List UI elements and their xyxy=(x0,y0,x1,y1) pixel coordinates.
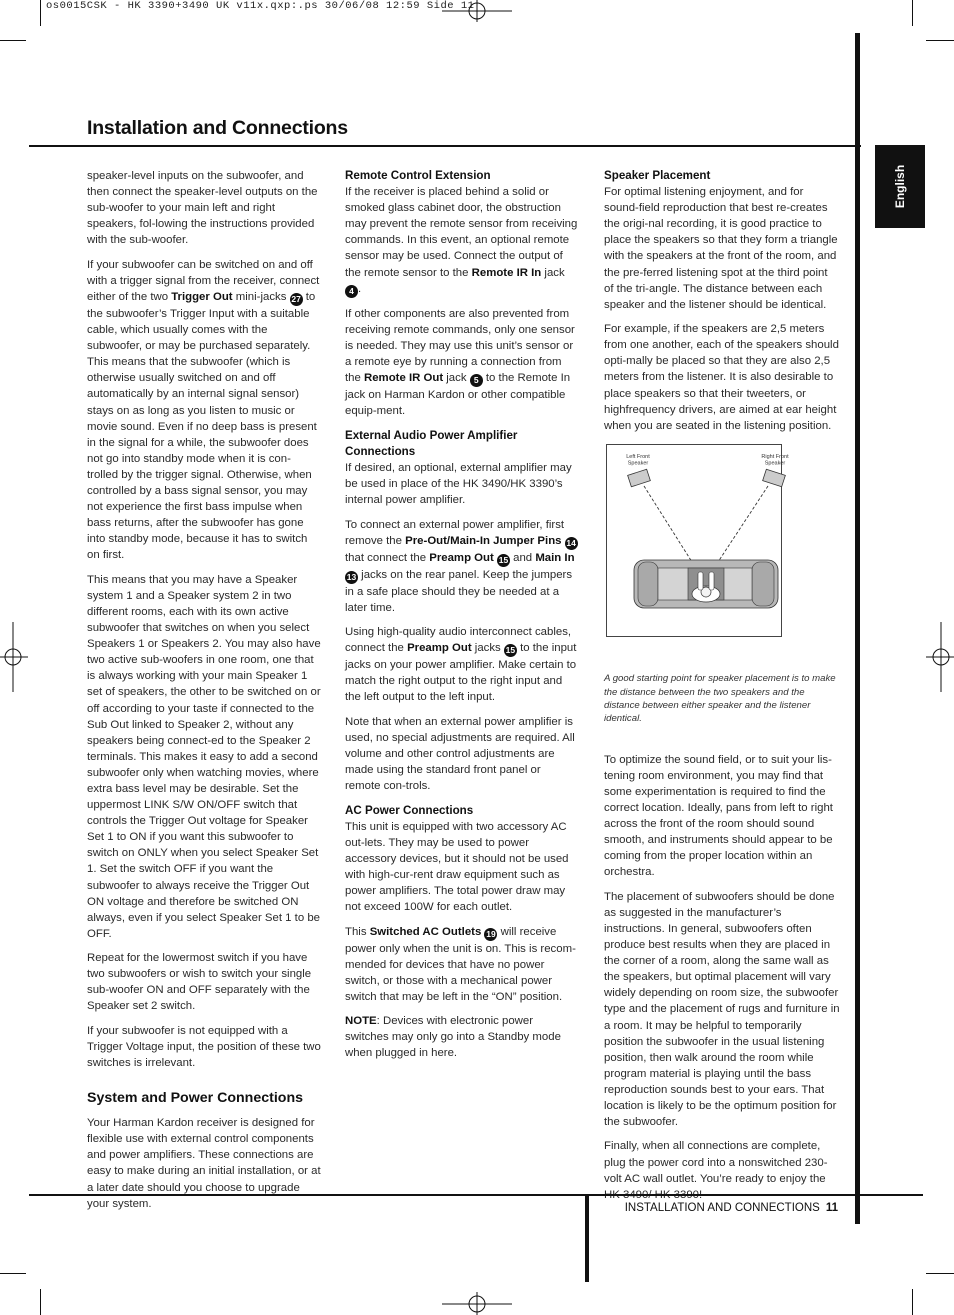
paragraph: The placement of subwoofers should be done as suggested in the manufacturer’s instructions. In general, subwoofers often produce best results when they are placed in the corner of a room, along the same wall as the speakers, but optimal placement will vary widely depending on room size, the subwoofer type and the placement of rugs and furniture in a room. It may be helpful to temporarily position the subwoofer in the usual listening position, then walk around the room while program material is playing until the bass reproduction sounds best to your ears. That location is likely to be the optimum position for the subwoofer. xyxy=(604,890,840,1129)
paragraph: If other components are also prevented from receiving remote commands, only one sensor is needed. They may use this unit’s sensor or a remote eye by running a connection from the Remote IR Out jack 5 to the Remote In jack on Harman Kardon or other compatible equip-ment. xyxy=(345,307,575,418)
crop-mark xyxy=(40,1289,41,1315)
paragraph: To connect an external power amplifier, first remove the Pre-Out/Main-In Jumper Pins 14 that connect the Preamp Out 15 and Main In 13 jacks on the rear panel. Keep the jumpers in a safe place should they be needed at a later time. xyxy=(345,518,576,614)
page-footer xyxy=(589,1198,855,1222)
callout-number-icon: 19 xyxy=(486,928,496,939)
callout-number-icon: 4 xyxy=(345,285,358,298)
paragraph: For example, if the speakers are 2,5 meters from one another, each of the speakers should opti-mally be placed so that they are also 2,5 meters from the listener. It is also desirable to place speakers so that their tweeters, or highfrequency drivers, are aimed at ear height when you are seated in the listening position. xyxy=(604,323,839,432)
callout-number-icon: 5 xyxy=(470,374,483,387)
subheading: External Audio Power Amplifier Connections xyxy=(345,428,518,458)
column-3 xyxy=(604,168,840,1211)
paragraph: Your Harman Kardon receiver is designed for flexible use with external control components and power amplifiers. These connections are easy to make during an initial installation, or at a later date should you choose to upgrade your system. xyxy=(87,1117,321,1210)
paragraph: Finally, when all connections are complete, plug the power cord into a nonswitched 230-volt AC wall outlet. You’re ready to enjoy the xyxy=(604,1140,828,1185)
callout-number-icon: 27 xyxy=(291,293,301,304)
language-tab xyxy=(875,145,925,228)
crop-mark xyxy=(0,40,26,41)
file-header: os0015CSK - HK 3390+3490 UK v11x.qxp:.ps 30/06/08 12:59 Side 11 xyxy=(46,0,475,12)
callout-number-icon: 14 xyxy=(566,537,576,548)
registration-mark xyxy=(926,622,954,692)
paragraph: If your subwoofer is not equipped with a Trigger Voltage input, the position of these two switches is irrelevant. xyxy=(87,1024,321,1070)
paragraph: Note that when an external power amplifier is used, no special adjustments are required. All volume and other control adjustments are made using the standard front panel or remote con-trols. xyxy=(345,715,575,793)
paragraph: For optimal listening enjoyment, and for sound-field reproduction that best re-creates the origi-nal recording, it is good practice to place the speakers so that they form a triangle with the speakers at the front of the room, and the pre-ferred listening spot at the third point of the tri-angle. The distance between each speaker and the listener should be identical. xyxy=(604,186,838,311)
crop-mark xyxy=(912,1289,913,1315)
paragraph: This unit is equipped with two accessory AC out-lets. They may be used to power accessory devices, but it should not be used with high-cur-rent draw equipment such as power amplifiers. The total power draw may not exceed 100W for each outlet. xyxy=(345,820,569,914)
paragraph: To optimize the sound field, or to suit your lis-tening room environment, you may find that some experimentation is required to find the correct location. Ideally, pans from left to right across the front of the room should sound smooth, and instruments should appear to be coming from the proper location within an orchestra. xyxy=(604,753,833,879)
crop-mark xyxy=(926,40,954,41)
subheading: Remote Control Extension xyxy=(345,169,491,182)
crop-mark xyxy=(926,1273,954,1274)
registration-mark xyxy=(442,1290,512,1315)
sofa-with-listener-icon xyxy=(634,560,778,608)
paragraph: Repeat for the lowermost switch if you have two subwoofers or wish to switch your single sub-woofer ON and OFF separately with the Speaker set 2 switch. xyxy=(87,952,312,1013)
figure-caption: A good starting point for speaker placement is to make the distance between the two speakers and the distance between either speaker and the listener identical. xyxy=(604,673,836,725)
registration-mark xyxy=(0,622,28,692)
page-title: Installation and Connections xyxy=(87,117,348,139)
subheading: AC Power Connections xyxy=(345,803,474,817)
paragraph: This Switched AC Outlets 19 will receive power only when the unit is on. This is recom-mended for devices that have no power switch, or those with a mechanical power switch that may be left in the “ON” position. xyxy=(345,925,576,1003)
right-speaker-label: Right Front Speaker xyxy=(761,454,789,467)
language-tab-label: English xyxy=(893,164,907,209)
paragraph: Using high-quality audio interconnect cables, connect the Preamp Out jacks 15 to the input jacks on your power amplifier. Make certain to match the right output to the right input and the left output to the left input. xyxy=(345,626,577,704)
crop-mark xyxy=(40,0,41,26)
paragraph: If the receiver is placed behind a solid or smoked glass cabinet door, the obstruction may prevent the remote sensor from receiving commands. In this event, an optional remote sensor may be used. Connect the output of the remote sensor to the Remote IR In jack 4 . xyxy=(345,186,578,296)
paragraph: If your subwoofer can be switched on and off with a trigger signal from the receiver, connect either of the two Trigger Out mini-jacks 27 to the subwoofer’s Trigger Input with a suitable cable, which usually comes with the subwoofer, or may be purchased separately. This means that the subwoofer (which is otherwise usually switched on and off automatically by an internal signal sensor) stays on as long as you listen to music or movie sound. Even if no deep bass is present in the signal for a while, the subwoofer does not go into standby mode when it is con-trolled by the trigger signal. Otherwise, when controlled by a bass signal sensor, you may not experience the first bass impulse when bass returns, after the subwoofer has gone into standby mode, because it has to switch on first. xyxy=(87,258,320,562)
crop-mark xyxy=(0,1273,26,1274)
callout-number-icon: 13 xyxy=(346,571,357,582)
page-edge-bar xyxy=(855,33,860,1224)
page-number: 11 xyxy=(825,1202,838,1214)
footer-section-label: INSTALLATION AND CONNECTIONS xyxy=(624,1202,820,1214)
footer-rule xyxy=(29,1194,923,1196)
column-1 xyxy=(87,168,321,1220)
paragraph: speaker-level inputs on the subwoofer, and then connect the speaker-level outputs on the sub-woofer to your main left and right speakers, fol-lowing the instructions provided with the sub-woofer. xyxy=(87,170,318,247)
crop-mark xyxy=(912,0,913,26)
callout-number-icon: 15 xyxy=(505,645,516,656)
column-2 xyxy=(345,168,579,1070)
title-rule xyxy=(29,145,861,147)
section-heading: System and Power Connections xyxy=(87,1090,304,1107)
paragraph: This means that you may have a Speaker system 1 and a Speaker system 2 in two different rooms, each with its own active subwoofer that switches on when you select Speakers 1 or Speakers 2. You may also have two active sub-woofers in one room, one that is always working with your main Speaker 1 set of speakers, the other to be switched on or off according to your taste if connected to the Sub Out linked to Speaker 2, without any speakers being connect-ed to the Speaker 2 terminals. This makes it easy to add a second subwoofer only when watching movies, where extra bass level may be desirable. Set the uppermost LINK S/W ON/OFF switch that controls the Trigger Out voltage for Speaker Set 1 to ON if you want this subwoofer to switch on ONLY when you select Speaker Set 1. Set the switch OFF if you want the subwoofer to always receive the Trigger Out ON voltage and therefore be switched ON always, even if you select Speaker Set 1 to be OFF. xyxy=(87,573,321,940)
subheading: Speaker Placement xyxy=(604,169,711,182)
callout-number-icon: 15 xyxy=(498,554,509,565)
paragraph: If desired, an optional, external amplifier may be used in place of the HK 3490/HK 3390’s internal power amplifier. xyxy=(345,462,572,507)
paragraph: NOTE: Devices with electronic power switches may only go into a Standby mode when plugged in here. xyxy=(345,1015,561,1060)
left-speaker-label: Left Front Speaker xyxy=(626,454,650,467)
speaker-placement-diagram xyxy=(606,444,789,637)
